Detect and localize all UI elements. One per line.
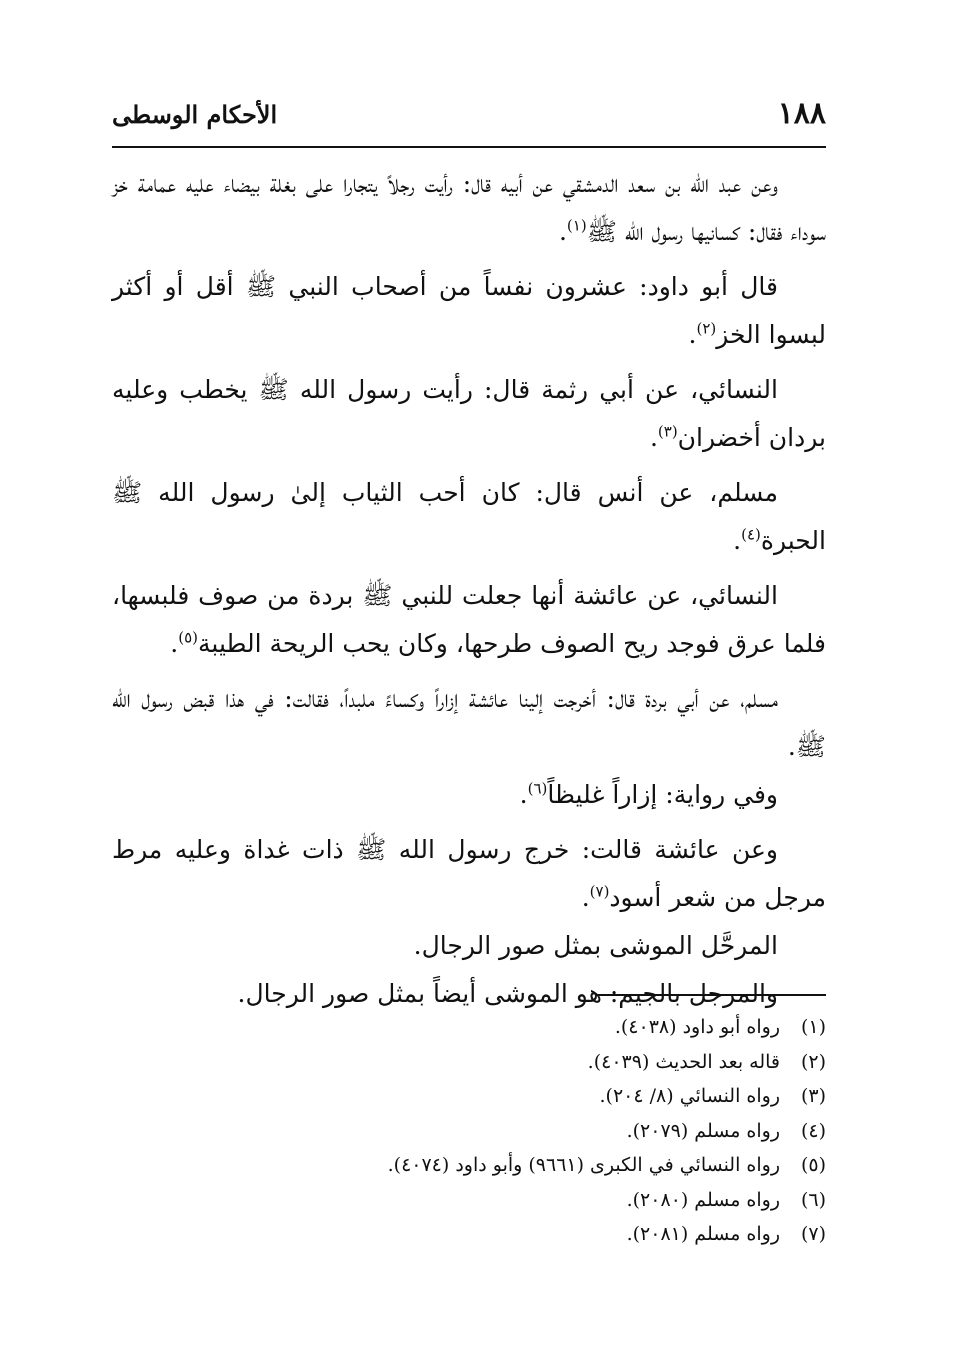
footnote-ref: (٢) xyxy=(696,319,717,338)
footnote-number: (٥) xyxy=(800,1154,826,1176)
footnote-ref: (١) xyxy=(566,216,587,235)
footnote-number: (٢) xyxy=(800,1050,826,1073)
running-title: الأحكام الوسطى xyxy=(112,100,278,129)
footnote-text: رواه النسائي في الكبرى (٩٦٦١) وأبو داود (٤٠٧٤). xyxy=(387,1154,780,1176)
footnote-text: رواه مسلم (٢٠٨٠). xyxy=(626,1188,780,1211)
footnote-number: (٤) xyxy=(800,1119,826,1142)
footnote-ref: (٣) xyxy=(657,422,678,441)
paragraph: المرحَّل الموشى بمثل صور الرجال. xyxy=(413,931,778,960)
paragraph: مسلم، عن أبي بردة قال: أخرجت إلينا عائشة إزاراً وكساءً ملبداً، فقالت: في هذا قبض رسول الله ﷺ. xyxy=(112,684,826,761)
paragraph: وعن عائشة قالت: خرج رسول الله ﷺ ذات غداة وعليه مرط مرجل من شعر أسود$^{(٧)}$. xyxy=(112,835,826,912)
paragraph: والمرجل بالجيم: هو الموشى أيضاً بمثل صور الرجال. xyxy=(237,979,778,1008)
paragraph: مسلم، عن أنس قال: كان أحب الثياب إلىٰ رسول الله ﷺ الحبرة$^{(٤)}$. xyxy=(112,478,826,555)
footnote-text: رواه أبو داود (٤٠٣٨). xyxy=(614,1016,780,1038)
footnote-ref: (٧) xyxy=(589,882,610,901)
footnote-text: رواه مسلم (٢٠٧٩). xyxy=(626,1119,780,1142)
footnote-text: رواه النسائي (٨/ ٢٠٤). xyxy=(599,1085,780,1107)
paragraph: النسائي، عن عائشة أنها جعلت للنبي ﷺ بردة من صوف فلبسها، فلما عرق فوجد ريح الصوف طرحها، وكان يحب الريحة الطيبة$^{(٥)}$. xyxy=(112,581,826,658)
footnote-number: (١) xyxy=(800,1016,826,1038)
footnote-ref: (٥) xyxy=(178,628,199,647)
footnote xyxy=(112,1079,826,1114)
footnote-text: قاله بعد الحديث (٤٠٣٩). xyxy=(587,1050,780,1073)
footnote xyxy=(112,1045,826,1080)
footnote-number: (٧) xyxy=(800,1223,826,1245)
footnotes xyxy=(112,1010,826,1252)
main-text xyxy=(112,160,826,1018)
paragraph: النسائي، عن أبي رثمة قال: رأيت رسول الله ﷺ يخطب وعليه بردان أخضران$^{(٣)}$. xyxy=(112,375,826,452)
paragraph: وفي رواية: إزاراً غليظاً$^{(٦)}$. xyxy=(519,779,778,809)
paragraph: قال أبو داود: عشرون نفساً من أصحاب النبي ﷺ أقل أو أكثر لبسوا الخز$^{(٢)}$. xyxy=(112,272,826,349)
footnote xyxy=(112,1114,826,1149)
footnote xyxy=(112,1148,826,1183)
footnote-number: (٣) xyxy=(800,1085,826,1107)
footnote xyxy=(112,1183,826,1218)
footnote-number: (٦) xyxy=(800,1188,826,1211)
paragraph: وعن عبد الله بن سعد الدمشقي عن أبيه قال: رأيت رجلاً يتجارا على بغلة بيضاء عليه عمامة خز سوداء فقال: كسانيها رسول الله ﷺ$^{(١)}$. xyxy=(112,169,826,246)
footnote-text: رواه مسلم (٢٠٨١). xyxy=(626,1223,780,1245)
footnote xyxy=(112,1217,826,1252)
footnote-ref: (٦) xyxy=(527,779,548,798)
header-divider xyxy=(112,146,826,148)
page-number: ١٨٨ xyxy=(777,96,826,131)
footnote-divider xyxy=(596,994,826,996)
page-header xyxy=(112,96,826,136)
footnote-ref: (٤) xyxy=(741,525,761,544)
footnote xyxy=(112,1010,826,1045)
